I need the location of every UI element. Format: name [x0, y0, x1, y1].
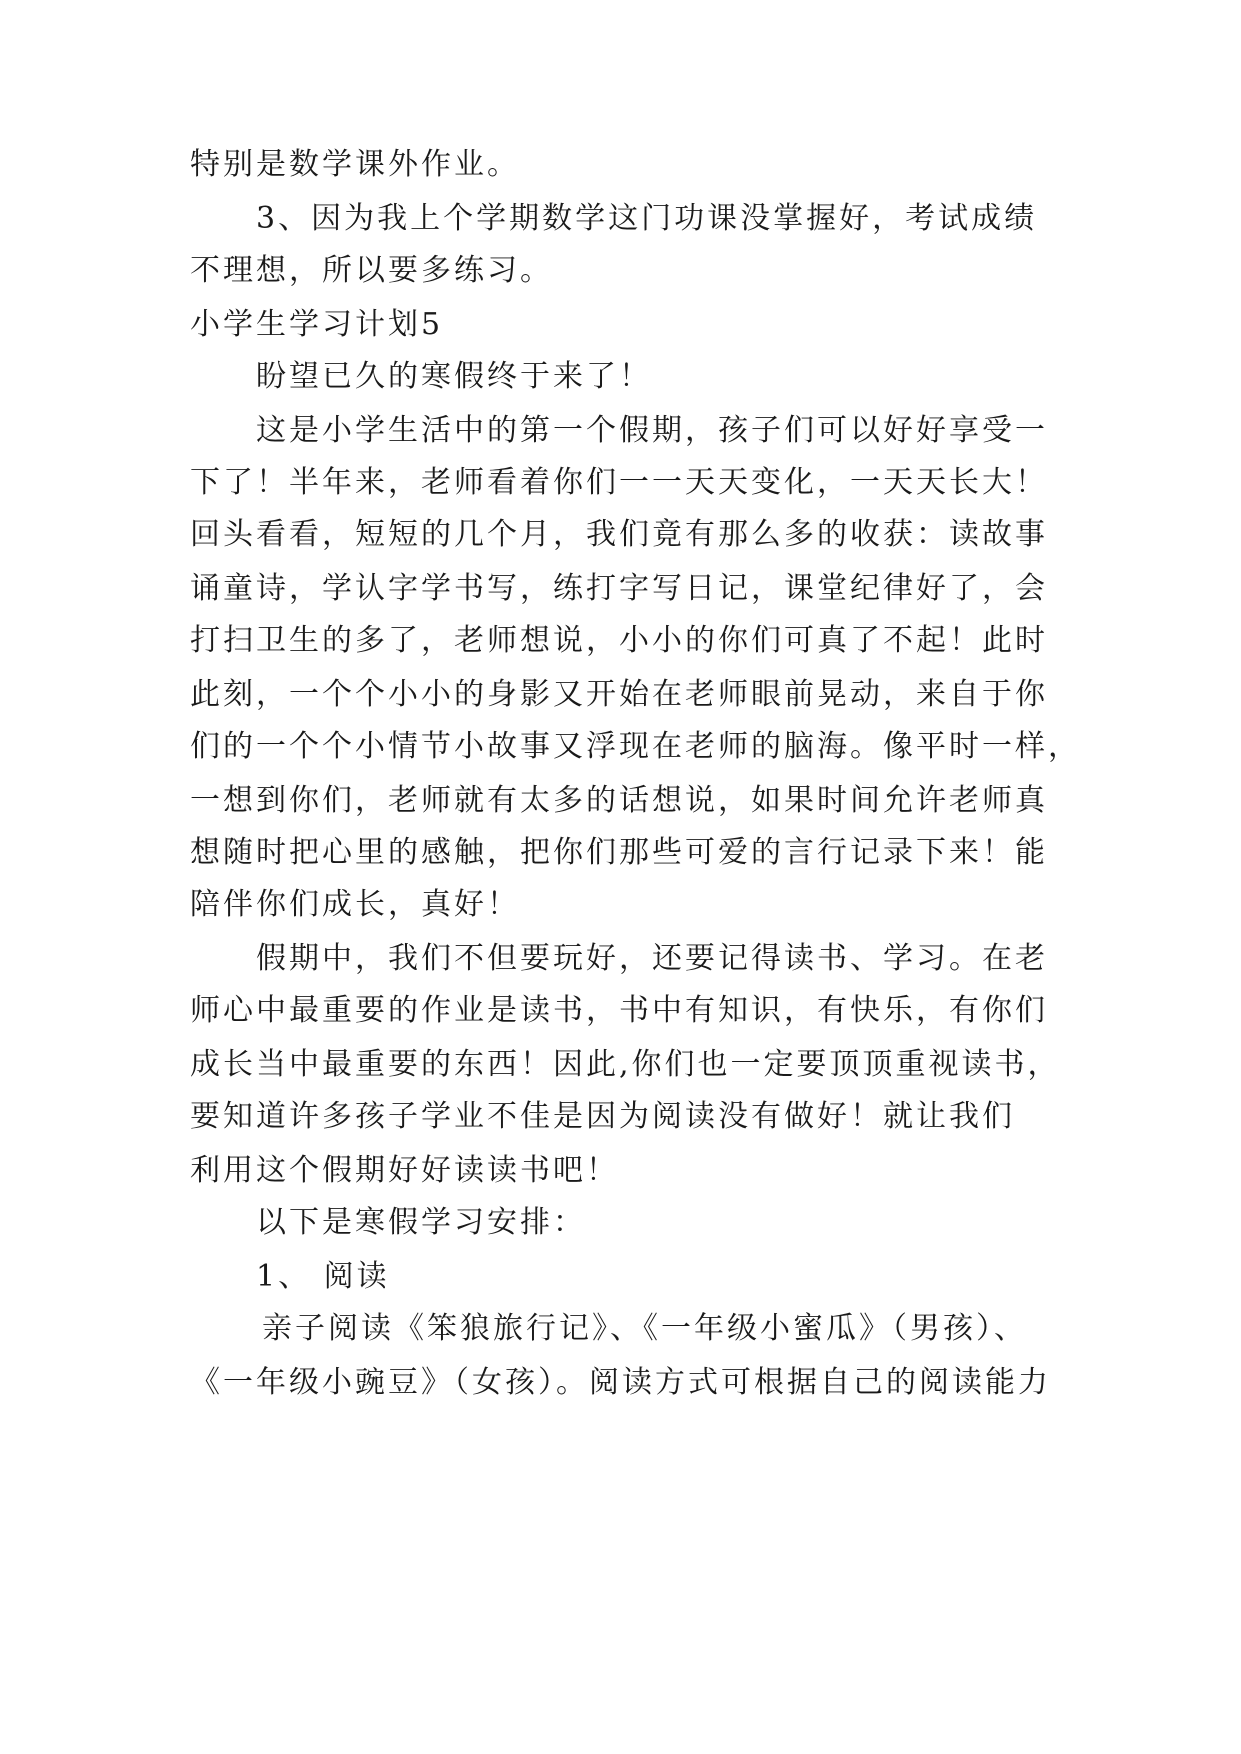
text-line: 此刻，一个个小小的身影又开始在老师眼前晃动，来自于你: [190, 677, 1048, 712]
list-item-heading: 1、 阅读: [256, 1259, 390, 1294]
text-line: 们的一个个小情节小故事又浮现在老师的脑海。像平时一样，: [190, 729, 1081, 764]
text-line: 打扫卫生的多了，老师想说，小小的你们可真了不起！此时: [190, 623, 1048, 658]
text-line: 一想到你们，老师就有太多的话想说，如果时间允许老师真: [190, 783, 1048, 818]
text-line: 这是小学生活中的第一个假期，孩子们可以好好享受一: [256, 413, 1048, 448]
text-line: 回头看看，短短的几个月，我们竟有那么多的收获：读故事: [190, 517, 1048, 552]
text-line: 3、因为我上个学期数学这门功课没掌握好，考试成绩: [256, 201, 1038, 236]
text-line: 诵童诗，学认字学书写，练打字写日记，课堂纪律好了，会: [190, 571, 1048, 606]
section-heading: 小学生学习计划5: [190, 307, 444, 342]
text-line: 想随时把心里的感触，把你们那些可爱的言行记录下来！能: [190, 835, 1048, 870]
text-line: 假期中，我们不但要玩好，还要记得读书、学习。在老: [256, 941, 1048, 976]
text-line: 利用这个假期好好读读书吧！: [190, 1153, 619, 1188]
text-line: 下了！半年来，老师看着你们一一天天变化，一天天长大！: [190, 465, 1048, 500]
text-line: 师心中最重要的作业是读书，书中有知识，有快乐，有你们: [190, 993, 1048, 1028]
text-line: 以下是寒假学习安排：: [256, 1205, 586, 1240]
text-line: 成长当中最重要的东西！因此,你们也一定要顶顶重视读书，: [190, 1047, 1061, 1082]
text-line: 盼望已久的寒假终于来了！: [256, 359, 652, 394]
text-line: 要知道许多孩子学业不佳是因为阅读没有做好！就让我们: [190, 1099, 1015, 1134]
text-line: 特别是数学课外作业。: [190, 147, 520, 182]
text-line: 不理想，所以要多练习。: [190, 253, 553, 288]
text-line: 陪伴你们成长，真好！: [190, 887, 520, 922]
text-line: 亲子阅读《笨狼旅行记》、《一年级小蜜瓜》（男孩）、: [262, 1311, 1027, 1346]
text-line: 《一年级小豌豆》（女孩）。阅读方式可根据自己的阅读能力: [190, 1365, 1051, 1400]
